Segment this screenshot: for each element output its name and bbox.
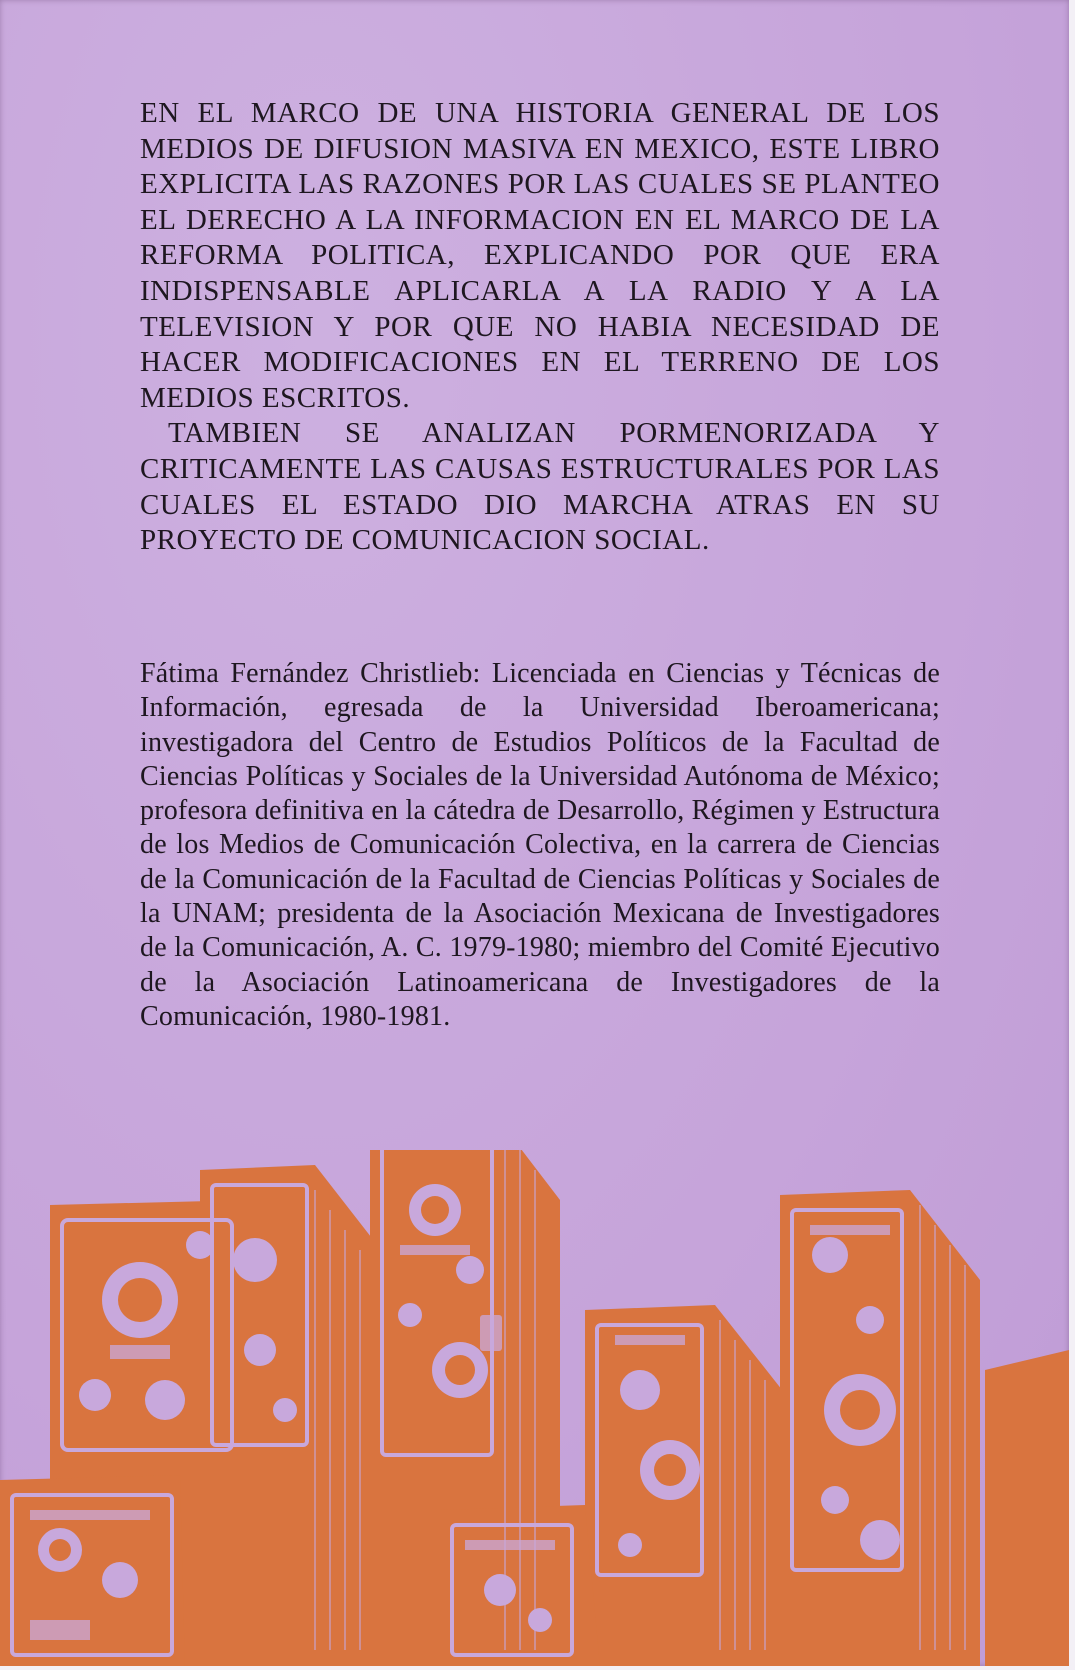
author-bio-text: Fátima Fernández Christlieb: Licenciada en Ciencias y Técnicas de Información, egresada de la Universidad Iberoamericana; investigadora del Centro de Estudios Políticos de la Facultad de Ciencias Políticas y Sociales de la Universidad Autónoma de México; profesora definitiva en la cátedra de Desarrollo, Régimen y Estructura de los Medios de Comunicación Colectiva, en la carrera de Ciencias de la Comunicación de la Facultad de Ciencias Políticas y Sociales de la UNAM; presidenta de la Asociación Mexicana de Investigadores de la Comunicación, A. C. 1979-1980; miembro del Comité Ejecutivo de la Asociación Latinoamericana de Investigadores de la Comunicación, 1980-1981. xyxy=(140,658,940,1032)
synopsis-paragraph-2: TAMBIEN SE ANALIZAN PORMENORIZADA Y CRITICAMENTE LAS CAUSAS ESTRUCTURALES POR LAS CUALES EL ESTADO DIO MARCHA ATRAS EN SU PROYECTO DE COMUNICACION SOCIAL. xyxy=(140,417,940,557)
synopsis-paragraph-1: EN EL MARCO DE UNA HISTORIA GENERAL DE LOS MEDIOS DE DIFUSION MASIVA EN MEXICO, ESTE LIBRO EXPLICITA LAS RAZONES POR LAS CUALES SE PLANTEO EL DERECHO A LA INFORMACION EN EL MARCO DE LA REFORMA POLITICA, EXPLICANDO POR QUE ERA INDISPENSABLE APLICARLA A LA RADIO Y A LA TELEVISION Y POR QUE NO HABIA NECESIDAD DE HACER MODIFICACIONES EN EL TERRENO DE LOS MEDIOS ESCRITOS. xyxy=(140,97,940,414)
author-bio-block xyxy=(140,657,940,1034)
synopsis-block xyxy=(140,96,940,559)
electronic-equipment-illustration xyxy=(0,1150,1069,1666)
